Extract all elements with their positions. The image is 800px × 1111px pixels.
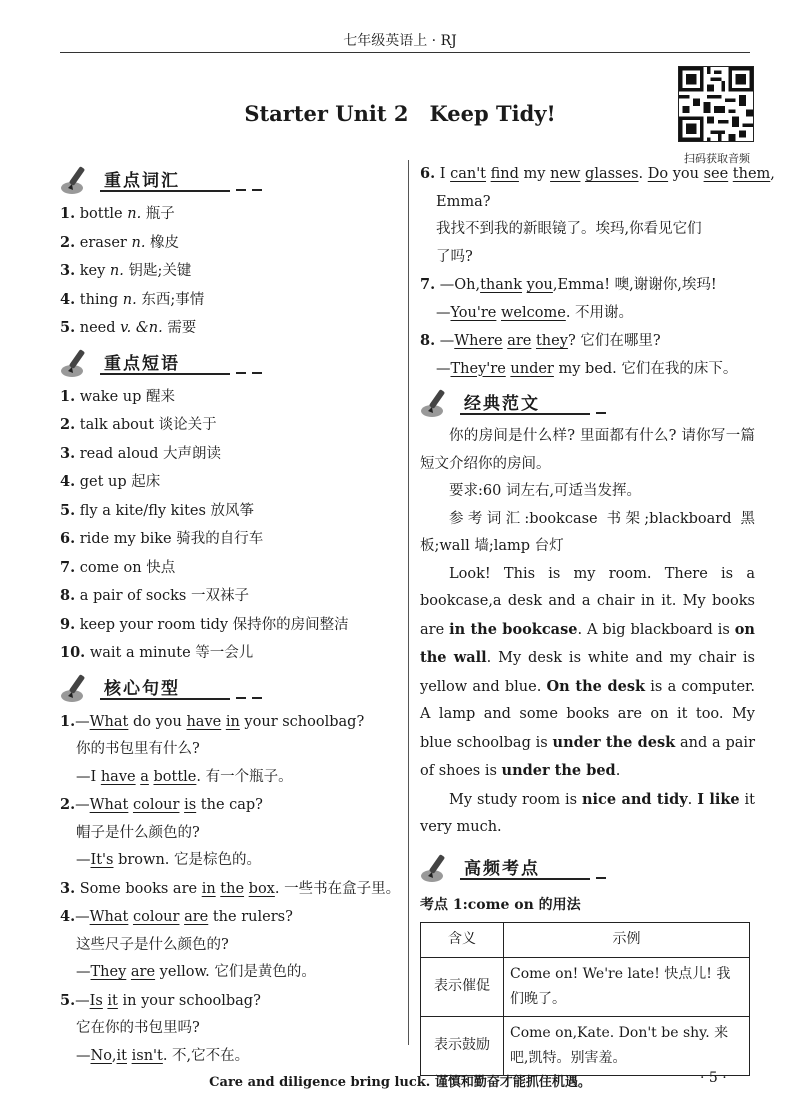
table-cell: Come on! We're late! 快点儿! 我们晚了。 — [504, 957, 750, 1016]
phrase-item: 3. read aloud 大声朗读 — [60, 444, 222, 462]
phrase-item: 8. a pair of socks 一双袜子 — [60, 587, 249, 604]
phrase-item: 5. fly a kite/fly kites 放风筝 — [60, 501, 255, 519]
phrase-item: 1. wake up 醒来 — [60, 387, 176, 405]
essay-reference: 参考词汇:bookcase 书架;blackboard 黑板;wall 墙;lamp 台灯 — [420, 510, 755, 554]
phrase-item: 6. ride my bike 骑我的自行车 — [60, 530, 264, 547]
phrase-item: 9. keep your room tidy 保持你的房间整洁 — [60, 615, 349, 633]
sentence-a: —It's brown. 它是棕色的。 — [76, 852, 262, 868]
section-dash — [236, 697, 246, 699]
sentence-q: 6. I can't find my new glasses. Do you see them, — [420, 165, 775, 182]
table-header-cell: 示例 — [504, 922, 750, 957]
section-dash — [252, 372, 262, 374]
sentence-zh: 我找不到我的新眼镜了。埃玛,你看见它们 — [436, 221, 702, 237]
essay-paragraph-2: My study room is nice and tidy. I like it very much. — [420, 790, 756, 835]
sentence-zh: 它在你的书包里吗? — [76, 1020, 200, 1036]
qr-code-icon[interactable] — [678, 66, 754, 142]
section-dash — [236, 189, 246, 191]
sentence-q: 4.—What colour are the rulers? — [60, 908, 293, 925]
essay-paragraph-1: Look! This is my room. There is a bookcase,a desk and a chair in it. My books are in the bookcase. A big blackboard is on the wall. My desk is white and my chair is yellow and blue. On the desk is a computer. A lamp and some books are on it too. My blue schoolbag is under the desk and a pair of shoes is under the bed. — [420, 565, 755, 779]
sentence-q: 3. Some books are in the box. 一些书在盒子里。 — [60, 879, 401, 897]
usage-table — [420, 922, 750, 1076]
section-head-phrases — [60, 345, 400, 381]
essay-prompt: 你的房间是什么样? 里面都有什么? 请你写一篇短文介绍你的房间。 — [420, 428, 755, 472]
sentence-a: —They're under my bed. 它们在我的床下。 — [436, 360, 738, 377]
sentence-q-cont: Emma? — [436, 193, 491, 210]
sentence-a: —I have a bottle. 有一个瓶子。 — [76, 768, 293, 785]
left-column — [60, 160, 400, 1070]
sentence-a: —You're welcome. 不用谢。 — [436, 304, 634, 321]
running-header: 七年级英语上 · RJ — [343, 33, 457, 49]
section-dash — [596, 877, 606, 879]
sentence-a: —They are yellow. 它们是黄色的。 — [76, 964, 316, 980]
section-title: 经典范文 — [464, 394, 540, 414]
page-number: · 5 · — [700, 1070, 727, 1086]
pen-icon — [420, 852, 454, 884]
sentence-zh: 了吗? — [436, 248, 473, 265]
essay-requirement: 要求:60 词左右,可适当发挥。 — [449, 483, 642, 499]
vocab-item: 2. eraser n. 橡皮 — [60, 233, 180, 251]
sentence-q: 2.—What colour is the cap? — [60, 796, 263, 813]
unit-title: Starter Unit 2 Keep Tidy! — [244, 101, 556, 126]
vocab-item: 1. bottle n. 瓶子 — [60, 205, 175, 222]
footer-motto: Care and diligence bring luck. 谨慎和勤奋才能抓住机遇。 — [209, 1075, 591, 1090]
phrase-item: 2. talk about 谈论关于 — [60, 416, 217, 433]
sentence-a: —No,it isn't. 不,它不在。 — [76, 1047, 250, 1064]
section-title: 重点短语 — [104, 353, 180, 374]
section-underline — [100, 373, 230, 375]
pen-icon — [60, 672, 94, 704]
section-head-sentences — [60, 670, 400, 706]
table-cell: 表示鼓励 — [421, 1016, 504, 1075]
qr-caption: 扫码获取音频 — [684, 152, 750, 165]
section-underline — [100, 190, 230, 192]
pen-icon — [60, 164, 94, 196]
pen-icon — [420, 387, 454, 419]
sentence-q: 5.—Is it in your schoolbag? — [60, 991, 261, 1009]
sentence-zh: 帽子是什么颜色的? — [76, 824, 200, 841]
sentence-q: 1.—What do you have in your schoolbag? — [60, 712, 365, 730]
table-header-cell: 含义 — [421, 922, 504, 957]
section-head-vocab — [60, 162, 400, 198]
phrase-item: 4. get up 起床 — [60, 473, 161, 490]
sentence-zh: 这些尺子是什么颜色的? — [76, 936, 229, 953]
kaodian-subtitle: 考点 1:come on 的用法 — [420, 896, 581, 913]
vocab-item: 3. key n. 钥匙;关键 — [60, 262, 192, 279]
section-head-essay — [420, 385, 755, 421]
section-underline — [460, 413, 590, 415]
section-head-kaodian — [420, 850, 755, 886]
column-divider — [408, 160, 409, 1045]
right-column — [420, 160, 775, 1076]
header-rule — [60, 52, 750, 53]
sentence-q: 7. —Oh,thank you,Emma! 噢,谢谢你,埃玛! — [420, 276, 717, 293]
table-row — [421, 957, 750, 1016]
sentence-q: 8. —Where are they? 它们在哪里? — [420, 332, 661, 349]
phrase-item: 7. come on 快点 — [60, 558, 176, 576]
table-header-row — [421, 922, 750, 957]
vocab-item: 5. need v. &n. 需要 — [60, 319, 197, 336]
pen-icon — [60, 347, 94, 379]
section-underline — [100, 698, 230, 700]
section-title: 重点词汇 — [104, 171, 180, 191]
table-cell: 表示催促 — [421, 957, 504, 1016]
section-dash — [252, 189, 262, 191]
section-title: 高频考点 — [464, 858, 540, 879]
section-dash — [236, 372, 246, 374]
section-underline — [460, 878, 590, 880]
phrase-item: 10. wait a minute 等一会儿 — [60, 644, 254, 661]
vocab-item: 4. thing n. 东西;事情 — [60, 290, 205, 308]
sentence-zh: 你的书包里有什么? — [76, 741, 200, 757]
table-cell: Come on,Kate. Don't be shy. 来吧,凯特。别害羞。 — [504, 1016, 750, 1075]
section-dash — [596, 412, 606, 414]
section-dash — [252, 697, 262, 699]
section-title: 核心句型 — [104, 678, 180, 699]
table-row — [421, 1016, 750, 1075]
